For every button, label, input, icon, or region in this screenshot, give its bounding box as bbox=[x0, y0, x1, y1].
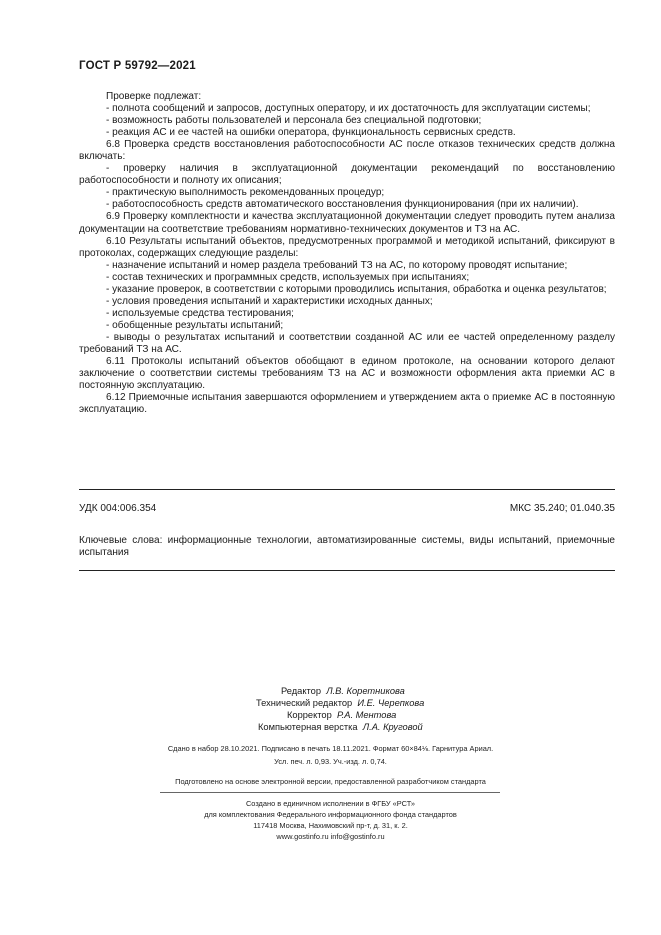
publication-line-2: Усл. печ. л. 0,93. Уч.-изд. л. 0,74. bbox=[274, 757, 387, 766]
credit-corrector bbox=[287, 709, 396, 721]
body-text bbox=[79, 91, 615, 416]
credit-layout-role: Компьютерная верстка bbox=[258, 722, 358, 732]
mks-code: МКС 35.240; 01.040.35 bbox=[509, 503, 615, 514]
credit-editor-role: Редактор bbox=[281, 686, 322, 696]
publication-line-5: для комплектования Федерального информационного фонда стандартов bbox=[204, 810, 457, 819]
publication-line-4: Создано в единичном исполнении в ФГБУ «РСТ» bbox=[245, 799, 416, 808]
paragraph: - работоспособность средств автоматического восстановления функционирования (при их наличии). bbox=[106, 199, 579, 211]
credit-tech-editor bbox=[256, 697, 424, 709]
udk-code: УДК 004:006.354 bbox=[79, 503, 157, 514]
paragraph: 6.10 Результаты испытаний объектов, предусмотренных программой и методикой испытаний, фиксируют в протоколах, содержащих следующие разделы: bbox=[79, 235, 615, 259]
publication-divider-1 bbox=[160, 792, 500, 793]
credit-editor-name: Л.В. Коретникова bbox=[326, 686, 405, 696]
divider-bottom bbox=[79, 570, 615, 571]
paragraph: - состав технических и программных средств, используемых при испытаниях; bbox=[106, 271, 470, 283]
divider-top bbox=[79, 489, 615, 490]
paragraph: - назначение испытаний и номер раздела требований ТЗ на АС, по которому проводят испытание; bbox=[106, 259, 568, 271]
publication-line-6: 117418 Москва, Нахимовский пр-т, д. 31, к. 2. bbox=[253, 821, 408, 830]
credit-editor bbox=[281, 685, 405, 697]
paragraph: - выводы о результатах испытаний и соответствии созданной АС или ее частей определенному разделу требований ТЗ на АС. bbox=[79, 331, 615, 355]
paragraph: Проверке подлежат: bbox=[106, 91, 202, 102]
paragraph: 6.9 Проверку комплектности и качества эксплуатационной документации следует проводить путем анализа документации на соответствие требованиям нормативно-технических документов и ТЗ на АС. bbox=[79, 211, 615, 235]
paragraph: - проверку наличия в эксплуатационной документации рекомендаций по восстановлению работоспособности и полноту их описания; bbox=[79, 163, 615, 187]
keywords: Ключевые слова: информационные технологии, автоматизированные системы, виды испытаний, приемочные испытания bbox=[79, 535, 615, 559]
paragraph: - обобщенные результаты испытаний; bbox=[106, 319, 284, 331]
paragraph: - возможность работы пользователей и персонала без специальной подготовки; bbox=[106, 115, 482, 127]
paragraph: - практическую выполнимость рекомендованных процедур; bbox=[106, 187, 385, 199]
paragraph: 6.11 Протоколы испытаний объектов обобщают в едином протоколе, на основании которого делают заключение о соответствии системы требованиям ТЗ на АС и возможности оформления акта приемки АС в постоянную эксплуатацию. bbox=[79, 356, 615, 392]
credit-tech-editor-name: И.Е. Черепкова bbox=[357, 698, 425, 708]
paragraph: - полнота сообщений и запросов, доступных оператору, и их достаточность для эксплуатации системы; bbox=[106, 103, 591, 115]
paragraph: - указание проверок, в соответствии с которыми проводились испытания, обработка и оценка результатов; bbox=[106, 283, 607, 295]
paragraph: - условия проведения испытаний и характеристики исходных данных; bbox=[106, 295, 433, 307]
publication-contacts: www.gostinfo.ru info@gostinfo.ru bbox=[276, 832, 385, 841]
credit-corrector-role: Корректор bbox=[287, 710, 332, 720]
credit-layout bbox=[258, 721, 423, 733]
publication-line-1: Сдано в набор 28.10.2021. Подписано в печать 18.11.2021. Формат 60×84⅛. Гарнитура Ариал. bbox=[167, 744, 494, 753]
credit-layout-name: Л.А. Круговой bbox=[362, 722, 423, 732]
publication-source-note: Подготовлено на основе электронной версии, предоставленной разработчиком стандарта bbox=[175, 777, 486, 786]
standard-header: ГОСТ Р 59792—2021 bbox=[79, 60, 196, 72]
credit-corrector-name: Р.А. Ментова bbox=[336, 710, 397, 720]
paragraph: 6.8 Проверка средств восстановления работоспособности АС после отказов технических средств должна включать: bbox=[79, 139, 615, 163]
paragraph: 6.12 Приемочные испытания завершаются оформлением и утверждением акта о приемке АС в постоянную эксплуатацию. bbox=[79, 392, 615, 416]
credit-tech-editor-role: Технический редактор bbox=[256, 698, 353, 708]
paragraph: - реакция АС и ее частей на ошибки оператора, функциональность сервисных средств. bbox=[106, 127, 516, 139]
paragraph: - используемые средства тестирования; bbox=[106, 307, 294, 319]
